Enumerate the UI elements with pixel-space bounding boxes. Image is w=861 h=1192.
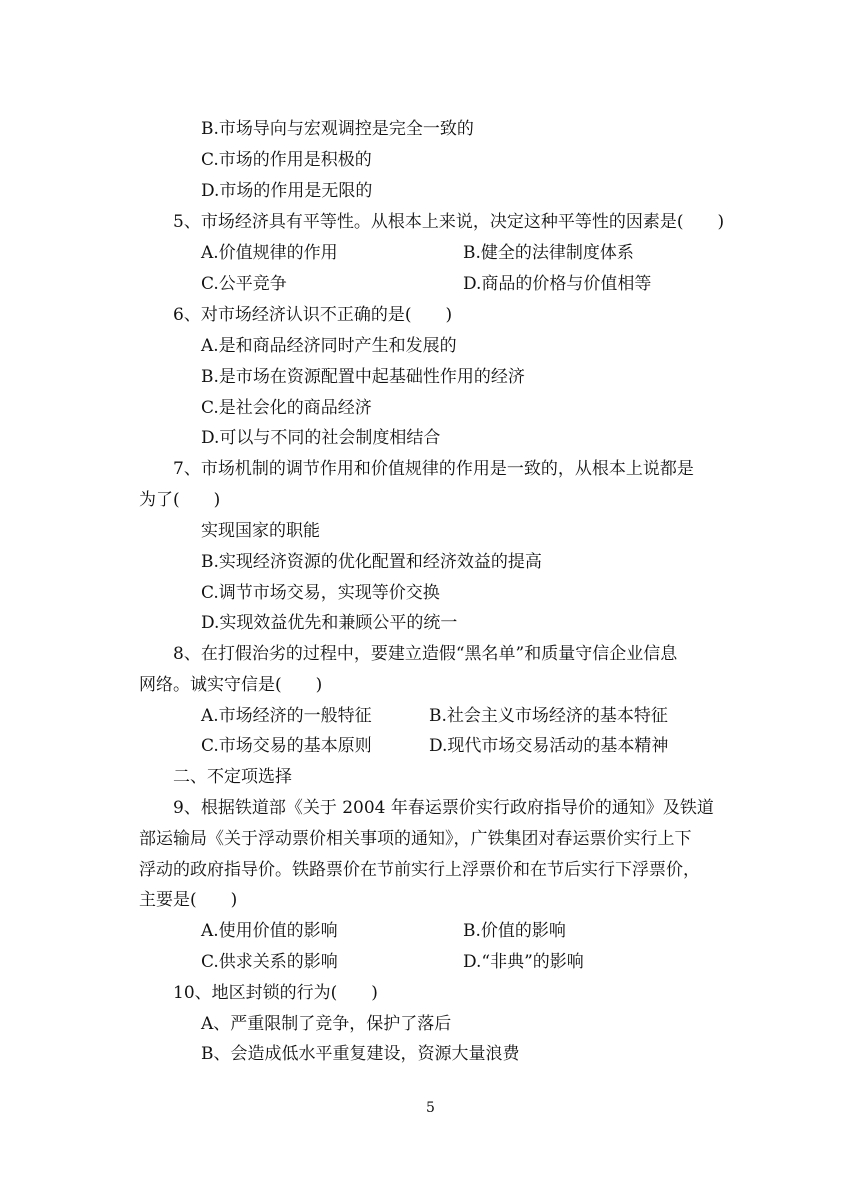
q9-option-a: A.使用价值的影响: [201, 921, 338, 941]
q10-option-b: B、会造成低水平重复建设，资源大量浪费: [201, 1044, 520, 1064]
q4-option-d: D.市场的作用是无限的: [201, 181, 373, 201]
q7-option-b: B.实现经济资源的优化配置和经济效益的提高: [201, 552, 542, 572]
q8-question-cont: 网络。诚实守信是( ): [139, 675, 323, 695]
q7-option-d: D.实现效益优先和兼顾公平的统一: [201, 613, 458, 633]
q7-question: 7、市场机制的调节作用和价值规律的作用是一致的，从根本上说都是: [173, 459, 694, 479]
q8-option-c: C.市场交易的基本原则: [201, 736, 372, 756]
q7-option-c: C.调节市场交易，实现等价交换: [201, 583, 440, 603]
q8-option-d: D.现代市场交易活动的基本精神: [429, 736, 669, 756]
q6-option-b: B.是市场在资源配置中起基础性作用的经济: [201, 367, 525, 387]
q6-option-c: C.是社会化的商品经济: [201, 398, 372, 418]
q5-option-c: C.公平竞争: [201, 274, 287, 294]
q8-question: 8、在打假治劣的过程中，要建立造假“黑名单”和质量守信企业信息: [173, 644, 678, 664]
section-heading: 二、不定项选择: [173, 767, 292, 787]
q5-option-b: B.健全的法律制度体系: [463, 243, 634, 263]
q6-question: 6、对市场经济认识不正确的是( ): [173, 305, 453, 325]
q5-option-a: A.价值规律的作用: [201, 243, 338, 263]
q9-option-d: D.“非典”的影响: [463, 952, 584, 972]
q9-question-cont-2: 浮动的政府指导价。铁路票价在节前实行上浮票价和在节后实行下浮票价，: [139, 860, 700, 880]
q6-option-a: A.是和商品经济同时产生和发展的: [201, 336, 457, 356]
q5-question: 5、市场经济具有平等性。从根本上来说，决定这种平等性的因素是( ): [173, 212, 725, 232]
q9-question-cont-1: 部运输局《关于浮动票价相关事项的通知》，广铁集团对春运票价实行上下: [139, 829, 692, 849]
q10-option-a: A、严重限制了竞争，保护了落后: [201, 1014, 452, 1034]
q10-question: 10、地区封锁的行为( ): [173, 983, 378, 1003]
q9-question-cont-3: 主要是( ): [139, 890, 238, 910]
q4-option-c: C.市场的作用是积极的: [201, 150, 372, 170]
q6-option-d: D.可以与不同的社会制度相结合: [201, 428, 441, 448]
q7-question-cont: 为了( ): [139, 490, 221, 510]
page-number: 5: [426, 1100, 435, 1116]
q9-question: 9、根据铁道部《关于 2004 年春运票价实行政府指导价的通知》及铁道: [173, 798, 714, 818]
q9-option-c: C.供求关系的影响: [201, 952, 338, 972]
q4-option-b: B.市场导向与宏观调控是完全一致的: [201, 119, 474, 139]
q8-option-b: B.社会主义市场经济的基本特征: [429, 706, 668, 726]
q8-option-a: A.市场经济的一般特征: [201, 706, 372, 726]
q7-option-a: 实现国家的职能: [201, 521, 320, 541]
q9-option-b: B.价值的影响: [463, 921, 566, 941]
q5-option-d: D.商品的价格与价值相等: [463, 274, 652, 294]
